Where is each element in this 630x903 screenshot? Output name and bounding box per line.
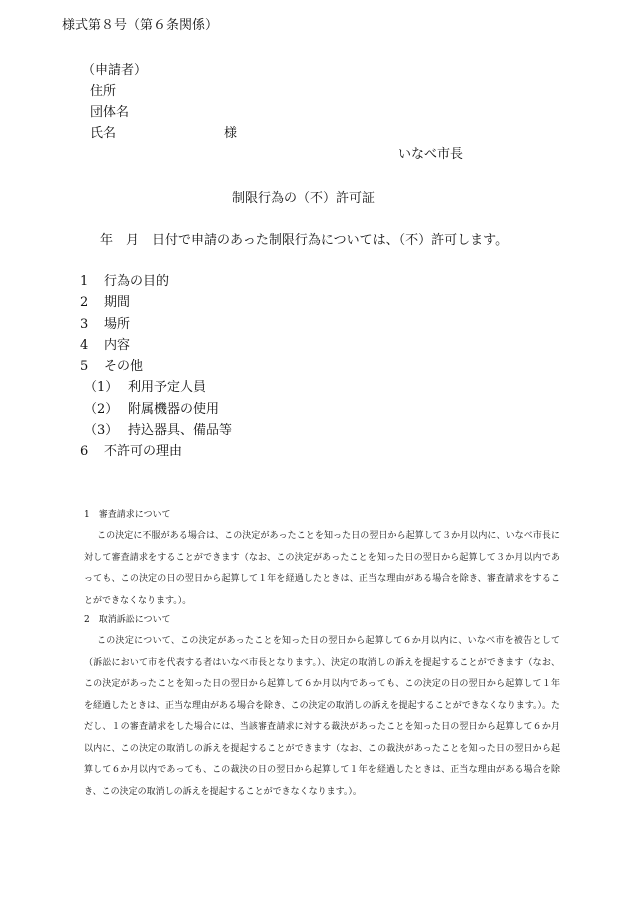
sub-item-number: （3） (84, 423, 119, 438)
note-2-heading: 2 取消訴訟について (84, 615, 171, 625)
applicant-heading: （申請者） (82, 63, 148, 78)
organization-label: 団体名 (90, 105, 130, 120)
note-1-heading: 1 審査請求について (84, 510, 171, 520)
item-label: その他 (104, 359, 144, 374)
document-title: 制限行為の（不）許可証 (232, 191, 376, 206)
permit-body-text: 年 月 日付で申請のあった制限行為については、（不）許可します。 (100, 233, 509, 248)
sub-item-label: 持込器具、備品等 (128, 423, 233, 438)
item-label: 場所 (104, 317, 131, 332)
item-number: 3 (80, 317, 89, 332)
issuer-name: いなべ市長 (398, 147, 464, 162)
item-label: 不許可の理由 (104, 444, 183, 459)
name-label: 氏名 (90, 126, 117, 141)
item-number: 6 (80, 444, 89, 459)
item-number: 5 (80, 359, 89, 374)
sub-item-label: 利用予定人員 (128, 380, 207, 395)
sub-item-number: （2） (84, 402, 119, 417)
sub-item-label: 附属機器の使用 (128, 402, 220, 417)
item-number: 4 (80, 338, 89, 353)
form-number: 様式第８号（第６条関係） (62, 18, 219, 33)
item-label: 内容 (104, 338, 131, 353)
item-number: 1 (80, 274, 89, 289)
note-1-text: この決定に不服がある場合は、この決定があったことを知った日の翌日から起算して３か月以内に、いなべ市長に対して審査請求をすることができます（なお、この決定があったことを知った日の翌日から起算して３か月以内であっても、この決定の日の翌日から起算して１年を経過したときは、正当な理由がある場合を除き、審査請求をすることができなくなります。）。 (84, 531, 560, 606)
address-label: 住所 (90, 84, 117, 99)
item-number: 2 (80, 295, 89, 310)
note-2-text: この決定について、この決定があったことを知った日の翌日から起算して６か月以内に、いなべ市を被告として（訴訟において市を代表する者はいなべ市長となります。）、決定の取消しの訴えを提起することができます（なお、この決定があったことを知った日の翌日から起算して６か月以内であっても、この決定の日の翌日から起算して１年を経過したときは、正当な理由がある場合を除き、この決定の取消しの訴えを提起することができなくなります。）。ただし、１の審査請求をした場合には、当該審査請求に対する裁決があったことを知った日の翌日から起算して６か月以内に、この決定の取消しの訴えを提起することができます（なお、この裁決があったことを知った日の翌日から起算して６か月以内であっても、この裁決の日の翌日から起算して１年を経過したときは、正当な理由がある場合を除き、この決定の取消しの訴えを提起することができなくなります。）。 (84, 636, 560, 797)
sub-item-number: （1） (84, 380, 119, 395)
item-label: 期間 (104, 295, 131, 310)
notes-section (84, 505, 560, 825)
item-label: 行為の目的 (104, 274, 170, 289)
honorific: 様 (224, 126, 238, 141)
